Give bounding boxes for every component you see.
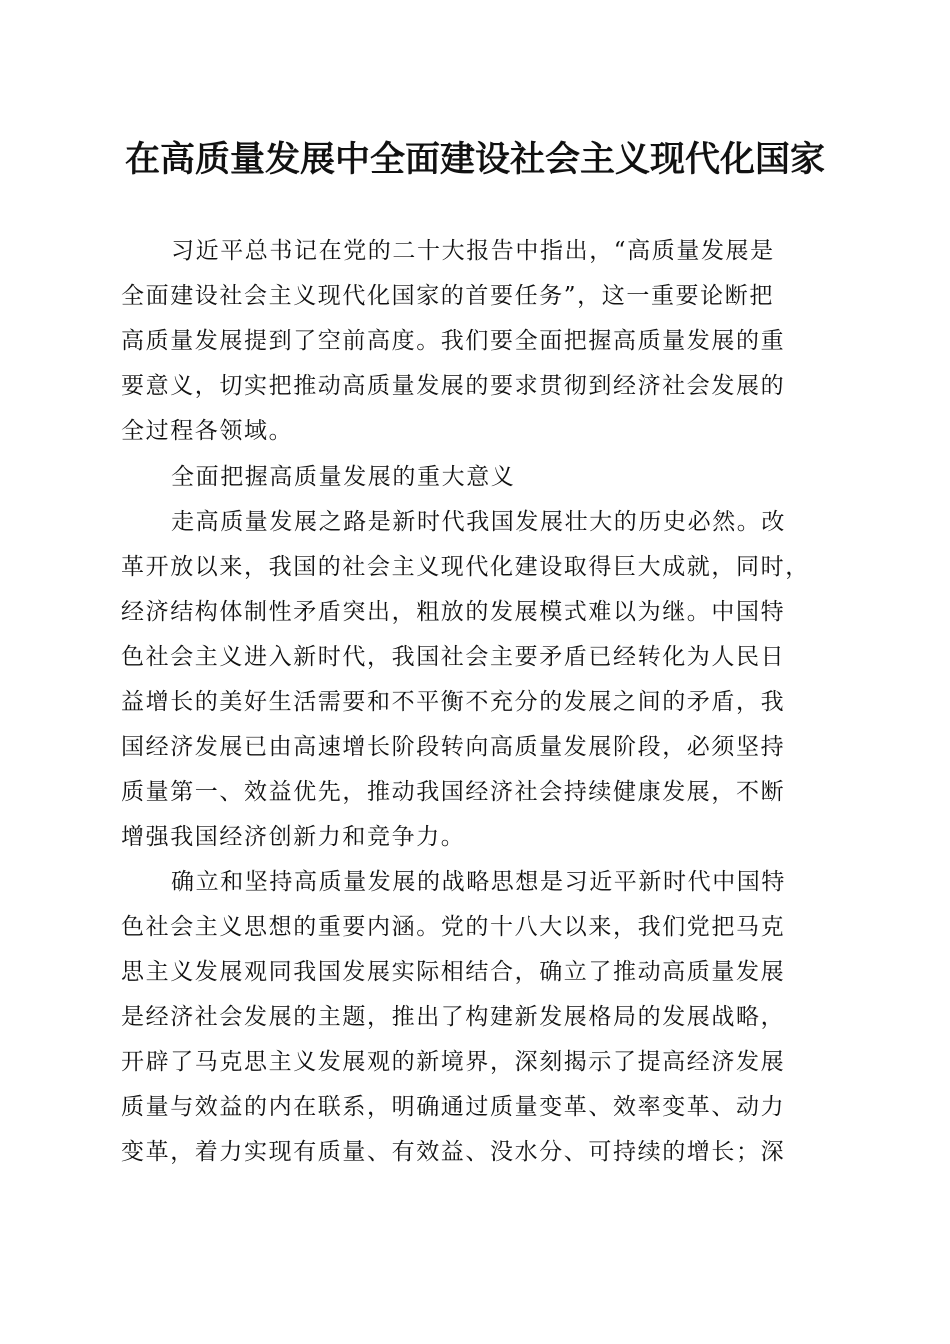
paragraph-line: 变革，着力实现有质量、有效益、没水分、可持续的增长；深: [121, 1139, 786, 1165]
paragraph-line: 全过程各领域。: [121, 418, 294, 444]
section-heading-text: 全面把握高质量发展的重大意义: [171, 464, 516, 490]
paragraph-line: 确立和坚持高质量发展的战略思想是习近平新时代中国特: [171, 869, 786, 895]
paragraph-line: 走高质量发展之路是新时代我国发展壮大的历史必然。改: [171, 509, 786, 535]
paragraph-line: 国经济发展已由高速增长阶段转向高质量发展阶段，必须坚持: [121, 734, 786, 760]
paragraph-historical-necessity: [121, 500, 833, 860]
paragraph-line: 增强我国经济创新力和竞争力。: [121, 824, 466, 850]
paragraph-strategic-thought: [121, 860, 833, 1175]
paragraph-line: 革开放以来，我国的社会主义现代化建设取得巨大成就，同时，: [121, 554, 810, 580]
paragraph-line: 色社会主义进入新时代，我国社会主要矛盾已经转化为人民日: [121, 644, 786, 670]
paragraph-line: 益增长的美好生活需要和不平衡不充分的发展之间的矛盾，我: [121, 689, 786, 715]
paragraph-line: 全面建设社会主义现代化国家的首要任务”，这一重要论断把: [121, 283, 774, 309]
paragraph-line: 开辟了马克思主义发展观的新境界，深刻揭示了提高经济发展: [121, 1049, 786, 1075]
paragraph-line: 色社会主义思想的重要内涵。党的十八大以来，我们党把马克: [121, 914, 786, 940]
paragraph-line: 经济结构体制性矛盾突出，粗放的发展模式难以为继。中国特: [121, 599, 786, 625]
paragraph-line: 高质量发展提到了空前高度。我们要全面把握高质量发展的重: [121, 328, 786, 354]
document-title: 在高质量发展中全面建设社会主义现代化国家: [124, 139, 825, 180]
paragraph-intro: [121, 229, 833, 454]
paragraph-line: 是经济社会发展的主题，推出了构建新发展格局的发展战略，: [121, 1004, 786, 1030]
paragraph-line: 思主义发展观同我国发展实际相结合，确立了推动高质量发展: [121, 959, 786, 985]
paragraph-line: 质量与效益的内在联系，明确通过质量变革、效率变革、动力: [121, 1094, 786, 1120]
paragraph-line: 习近平总书记在党的二十大报告中指出，“高质量发展是: [171, 238, 775, 264]
paragraph-line: 质量第一、效益优先，推动我国经济社会持续健康发展，不断: [121, 779, 786, 805]
paragraph-line: 要意义，切实把推动高质量发展的要求贯彻到经济社会发展的: [121, 373, 786, 399]
section-heading: [121, 455, 833, 500]
